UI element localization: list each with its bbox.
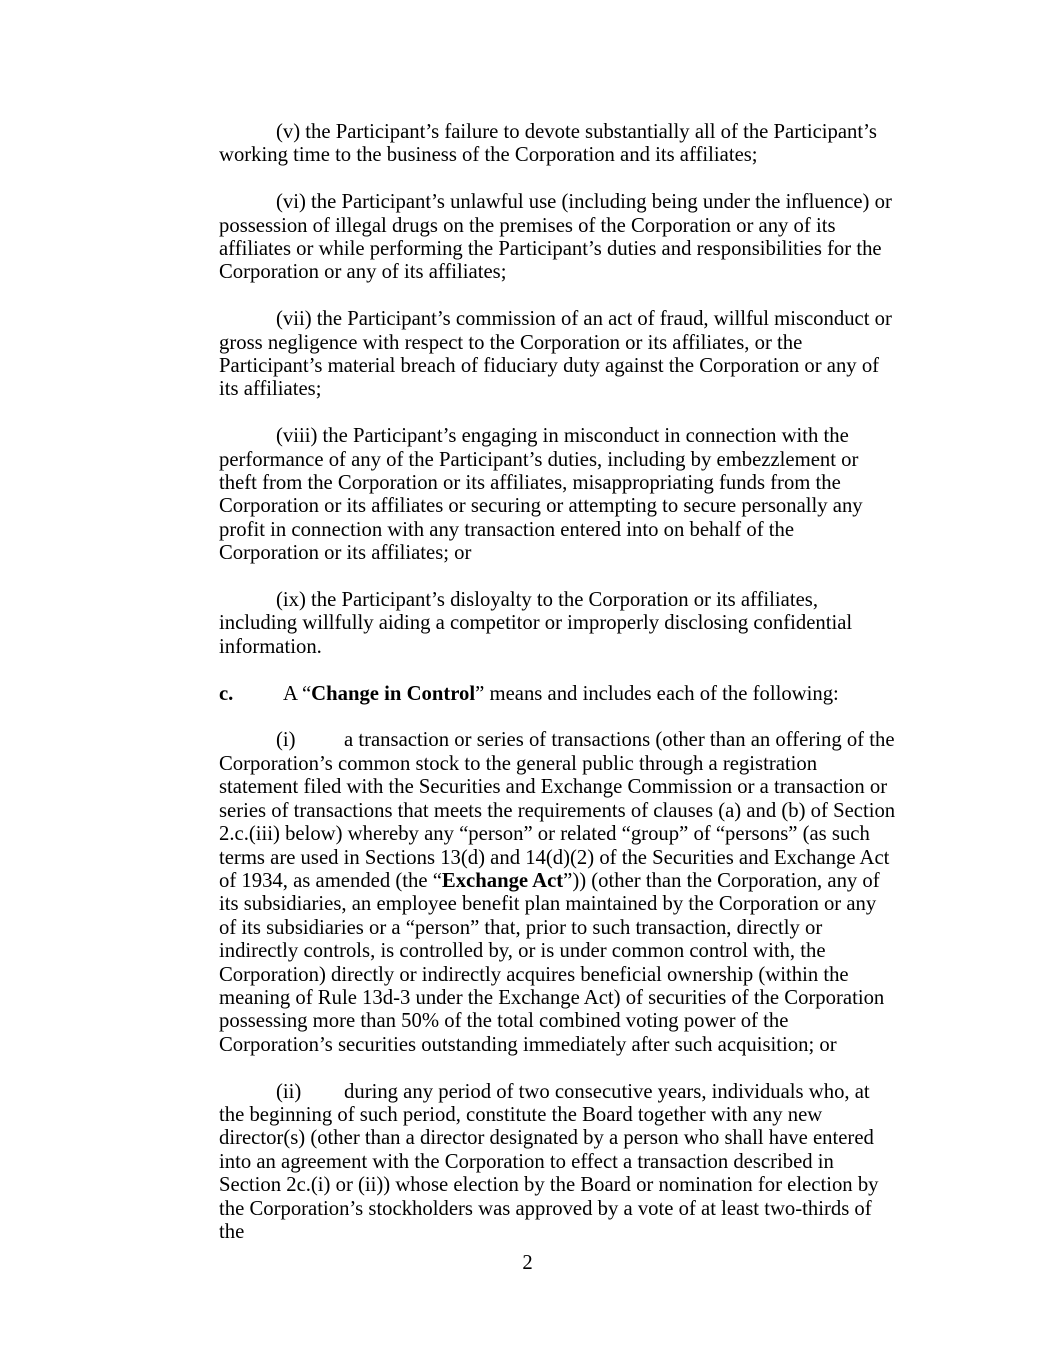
- text-run: during any period of two consecutive years, individuals who, at the beginning of such period, constitute the Board together with any new director(s) (other than a director designated by a person who shall have entered into an agreement with the Corporation to effect a transaction described in Section 2c.(i) or (ii)) whose election by the Board or nomination for election by the Corporation’s stockholders was approved by a vote of at least two-thirds of the: [219, 1080, 879, 1243]
- clause-ii-marker: (ii): [276, 1080, 302, 1103]
- text-run: a transaction or series of transactions (other than an offering of the Corporation’s common stock to the general public through a registration statement filed with the Securities and Exchange Commission or a transaction or series of transactions that meets the requirements of clauses (a) and (b) of Section 2.c.(iii) below) whereby any “person” or related “group” of “persons” (as such terms are used in Sections 13(d) and 14(d)(2) of the Securities and Exchange Act of 1934, as amended (the “: [219, 729, 896, 892]
- clause-i-marker: (i): [276, 729, 296, 752]
- text-run: the Participant’s commission of an act of fraud, willful misconduct or gross negligence with respect to the Corporation or its affiliates, or the Participant’s material breach of fiduciary duty against the Corporation or any of its affiliates;: [219, 308, 892, 401]
- text-run: the Participant’s disloyalty to the Corporation or its affiliates, including willfully aiding a competitor or improperly disclosing confidential information.: [219, 589, 853, 658]
- text-run: the Participant’s unlawful use (including being under the influence) or possession of illegal drugs on the premises of the Corporation or any of its affiliates or while performing the Participant’s duties and responsibilities for the Corporation or any of its affiliates;: [219, 191, 892, 284]
- clause-v-marker: (v): [276, 121, 301, 143]
- document-body: [219, 121, 898, 1268]
- paragraph-clause-vii: [219, 308, 898, 402]
- text-run: ” means and includes each of the following:: [475, 682, 839, 705]
- text-run: Change in Control: [311, 682, 476, 705]
- page-number: 2: [522, 1252, 533, 1274]
- clause-vi-marker: (vi): [276, 191, 306, 214]
- clause-ix-marker: (ix): [276, 589, 306, 612]
- paragraph-clause-i: [219, 729, 898, 1057]
- paragraph-section-c-change-in-control: [219, 683, 898, 706]
- text-run: A “: [283, 682, 312, 705]
- text-run: ”)) (other than the Corporation, any of its subsidiaries, an employee benefit plan maintained by the Corporation or any of its subsidiaries or a “person” that, prior to such transaction, directly or indirectly controls, is controlled by, or is under common control with, the Corporation) directly or indirectly acquires beneficial ownership (within the meaning of Rule 13d-3 under the Exchange Act) of securities of the Corporation possessing more than 50% of the total combined voting power of the Corporation’s securities outstanding immediately after such acquisition; or: [219, 869, 885, 1056]
- paragraph-clause-ix: [219, 589, 898, 659]
- paragraph-clause-v: [219, 121, 898, 168]
- text-run: Exchange Act: [441, 869, 564, 892]
- section-c-change-in-control-marker: c.: [219, 682, 234, 705]
- text-run: the Participant’s failure to devote substantially all of the Participant’s working time to the business of the Corporation and its affiliates;: [219, 121, 877, 167]
- paragraph-clause-ii: [219, 1081, 898, 1245]
- clause-vii-marker: (vii): [276, 308, 312, 331]
- paragraph-clause-vi: [219, 191, 898, 285]
- text-run: the Participant’s engaging in misconduct in connection with the performance of any of the Participant’s duties, including by embezzlement or theft from the Corporation or its affiliates, misappropriating funds from the Corporation or its affiliates or securing or attempting to secure personally any profit in connection with any transaction entered into on behalf of the Corporation or its affiliates; or: [219, 425, 863, 565]
- paragraph-clause-viii: [219, 425, 898, 565]
- clause-viii-marker: (viii): [276, 425, 318, 448]
